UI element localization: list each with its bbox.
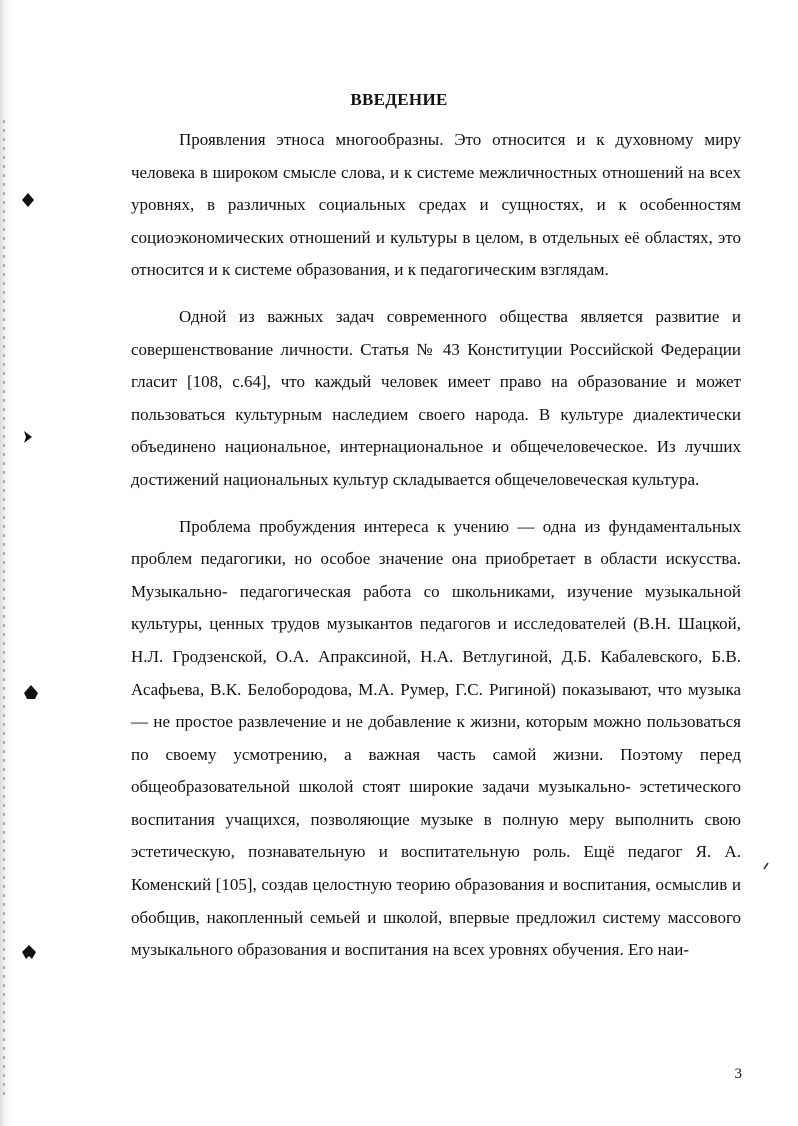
scan-speck: [763, 862, 769, 870]
paragraph: Одной из важных задач современного общества является развитие и совершенствование личности. Статья № 43 Конституции Российской Федерации гласит [108, с.64], что каждый человек имеет право на образование и может пользоваться культурным наследием своего народа. В культуре диалектически объединено национальное, интернациональное и общечеловеческое. Из лучших достижений национальных культур складывается общечеловеческая культура.: [131, 306, 741, 489]
binding-hole-mark: [22, 430, 34, 444]
page-number: 3: [734, 1066, 742, 1082]
binding-hole-mark: [23, 684, 39, 700]
binding-hole-mark: [20, 192, 36, 208]
page-title: ВВЕДЕНИЕ: [350, 90, 448, 109]
paragraph: Проблема пробуждения интереса к учению — одна из фундаментальных проблем педагогики, но особое значение она приобретает в области искусства. Музыкально- педагогическая работа со школьниками, изучение музыкальной культуры, ценных трудов музыкантов педагогов и исследователей (В.Н. Шацкой, Н.Л. Гродзенской, О.А. Апраксиной, Н.А. Ветлугиной, Д.Б. Кабалевского, Б.В. Асафьева, В.К. Белобородова, М.А. Румер, Г.С. Ригиной) показывают, что музыка — не простое развлечение и не добавление к жизни, которым можно пользоваться по своему усмотрению, а важная часть самой жизни. Поэтому перед общеобразовательной школой стоят широкие задачи музыкально- эстетического воспитания учащихся, позволяющие музыке в полную меру выполнить свою эстетическую, познавательную и воспитательную роль. Ещё педагог Я. А. Коменский [105], создав целостную теорию образования и воспитания, осмыслив и обобщив, накопленный семьей и школой, впервые предложил систему массового музыкального образования и воспитания на всех уровнях обучения. Его наи-: [131, 516, 741, 960]
paragraph: Проявления этноса многообразны. Это относится и к духовному миру человека в широком смысле слова, и к системе межличностных отношений на всех уровнях, в различных социальных средах и сущностях, и к особенностям социоэкономических отношений и культуры в целом, в отдельных её областях, это относится и к системе образования, и к педагогическим взглядам.: [131, 130, 741, 280]
document-body: [131, 124, 741, 981]
binding-hole-mark: [21, 944, 37, 960]
